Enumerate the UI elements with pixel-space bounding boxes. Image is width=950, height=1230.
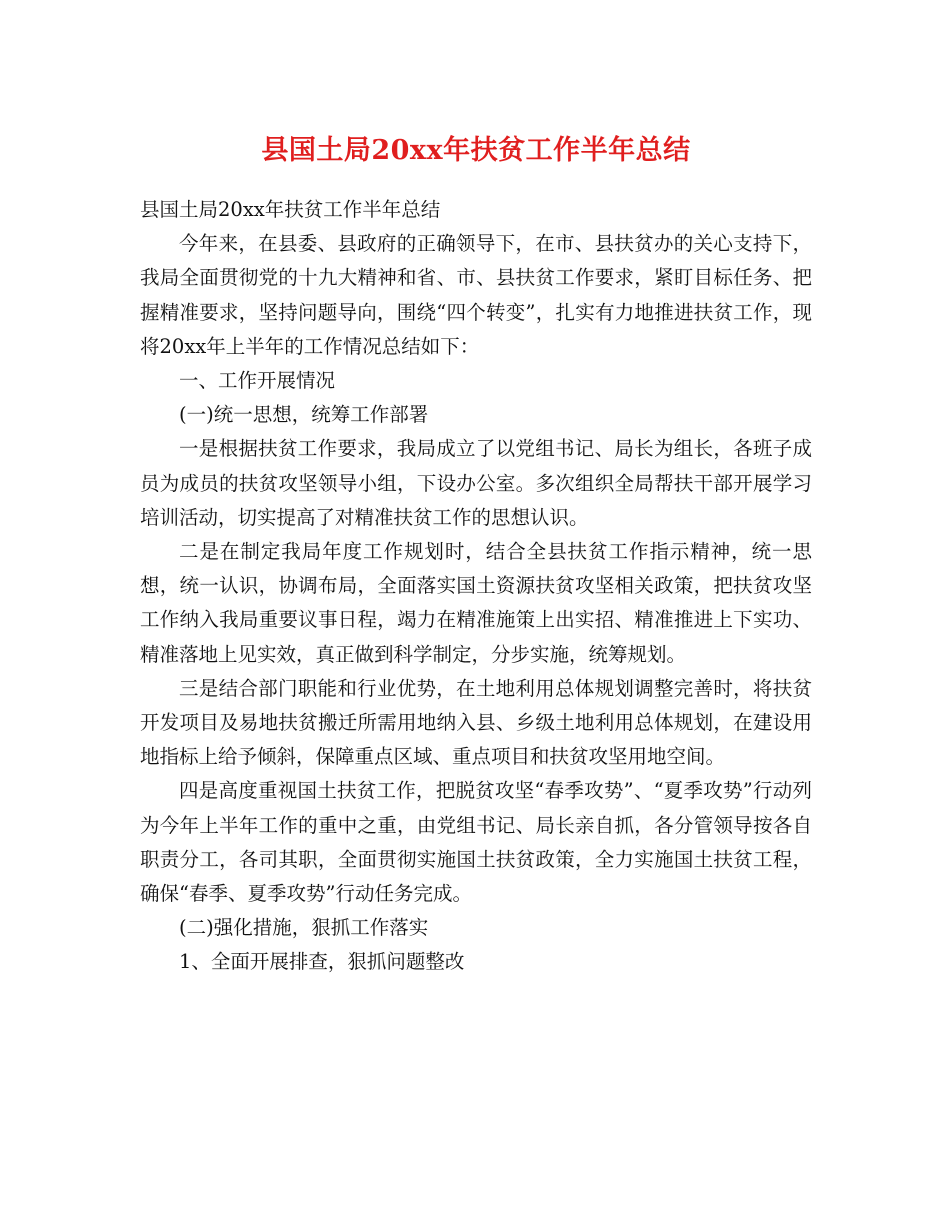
paragraph-point-4: 四是高度重视国土扶贫工作，把脱贫攻坚“春季攻势”、“夏季攻势”行动列为今年上半年工作的重中之重，由党组书记、局长亲自抓，各分管领导按各自职责分工，各司其职，全面贯彻实施国土扶贫政策，全力实施国土扶贫工程，确保“春季、夏季攻势”行动任务完成。 <box>140 779 812 906</box>
subsection-heading-2: (二)强化措施，狠抓工作落实 <box>179 916 429 940</box>
subsection-heading-1: (一)统一思想，统筹工作部署 <box>179 403 429 427</box>
paragraph-point-2: 二是在制定我局年度工作规划时，结合全县扶贫工作指示精神，统一思想，统一认识，协调布局，全面落实国土资源扶贫攻坚相关政策，把扶贫攻坚工作纳入我局重要议事日程，竭力在精准施策上出实招、精准推进上下实功、精准落地上见实效，真正做到科学制定，分步实施，统筹规划。 <box>140 540 812 666</box>
section-heading-1: 一、工作开展情况 <box>179 369 336 393</box>
document-body <box>140 193 812 980</box>
item-heading-1: 1、全面开展排查，狠抓问题整改 <box>179 950 465 974</box>
paragraph-intro: 今年来，在县委、县政府的正确领导下，在市、县扶贫办的关心支持下，我局全面贯彻党的十九大精神和省、市、县扶贫工作要求，紧盯目标任务、把握精准要求，坚持问题导向，围绕“四个转变”，扎实有力地推进扶贫工作，现将20xx年上半年的工作情况总结如下： <box>140 232 812 358</box>
document-title: 县国土局20xx年扶贫工作半年总结 <box>261 135 691 166</box>
document-subtitle: 县国土局20xx年扶贫工作半年总结 <box>140 198 441 221</box>
paragraph-point-1: 一是根据扶贫工作要求，我局成立了以党组书记、局长为组长，各班子成员为成员的扶贫攻坚领导小组，下设办公室。多次组织全局帮扶干部开展学习培训活动，切实提高了对精准扶贫工作的思想认识。 <box>140 437 812 529</box>
paragraph-point-3: 三是结合部门职能和行业优势，在土地利用总体规划调整完善时，将扶贫开发项目及易地扶贫搬迁所需用地纳入县、乡级土地利用总体规划，在建设用地指标上给予倾斜，保障重点区域、重点项目和扶贫攻坚用地空间。 <box>140 676 812 769</box>
